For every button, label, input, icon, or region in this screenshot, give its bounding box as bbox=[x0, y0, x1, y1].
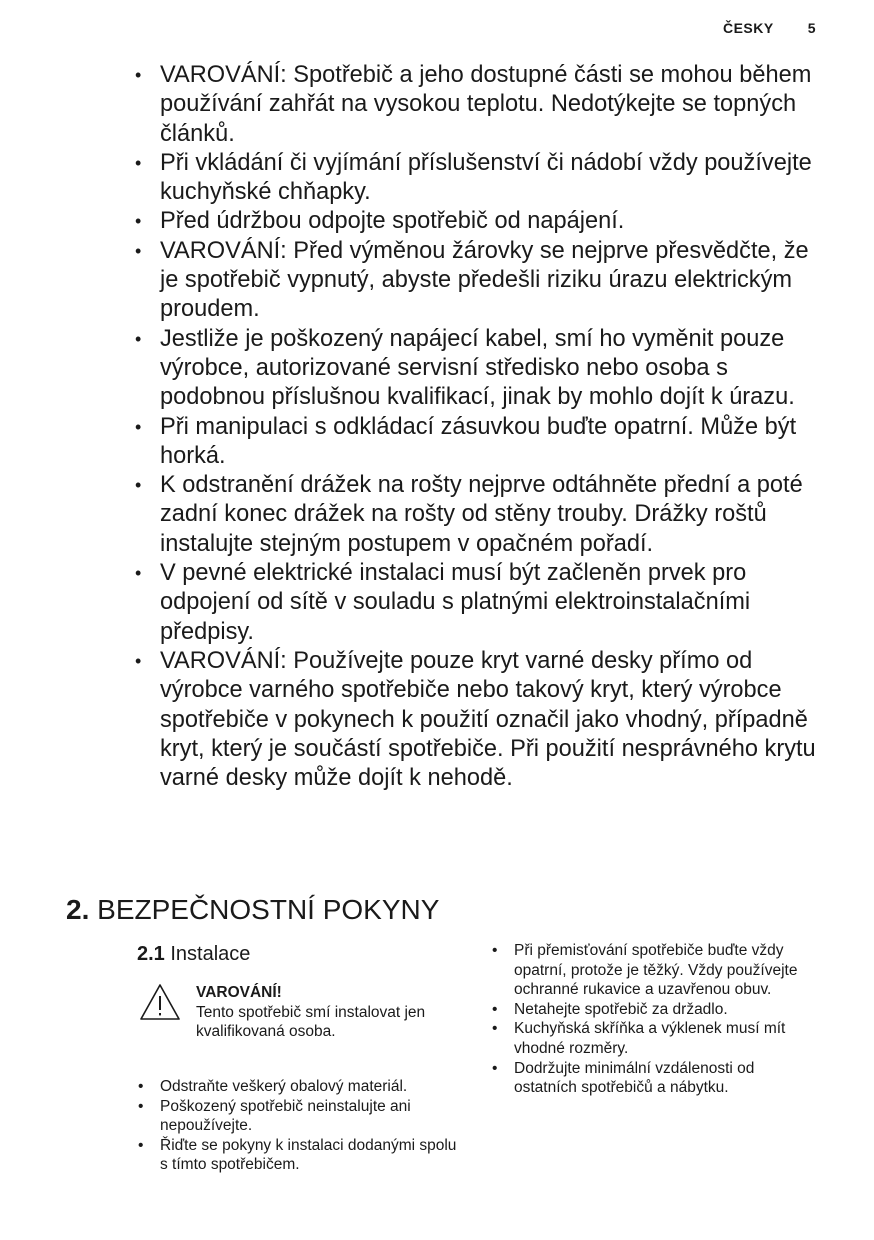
list-item: • Jestliže je poškozený napájecí kabel, smí ho vyměnit pouze výrobce, autorizované servisní středisko nebo osoba s podobnou příslušnou kvalifikací, jinak by mohlo dojít k úrazu. bbox=[132, 325, 832, 413]
subsection-title: Instalace bbox=[170, 943, 251, 965]
language-label: ČESKY bbox=[722, 20, 774, 36]
list-item: • Při manipulaci s odkládací zásuvkou buďte opatrní. Může být horká. bbox=[132, 413, 832, 472]
list-item: • Poškozený spotřebič neinstalujte ani nepoužívejte. bbox=[136, 1097, 461, 1136]
warning-box bbox=[138, 982, 458, 1042]
section-title: BEZPEČNOSTNÍ POKYNY bbox=[97, 894, 440, 925]
section-number: 2. bbox=[66, 894, 90, 925]
warning-text-block bbox=[196, 982, 458, 1042]
warning-heading: VAROVÁNÍ! bbox=[196, 984, 282, 1001]
list-item: • Při přemisťování spotřebiče buďte vždy opatrní, protože je těžký. Vždy používejte ochranné rukavice a uzavřenou obuv. bbox=[490, 941, 810, 1000]
list-item: • Odstraňte veškerý obalový materiál. bbox=[136, 1077, 461, 1097]
list-item: • K odstranění drážek na rošty nejprve odtáhněte přední a poté zadní konec drážek na rošty od stěny trouby. Drážky roštů instalujte stejným postupem v opačném pořadí. bbox=[132, 471, 832, 559]
list-item: • Před údržbou odpojte spotřebič od napájení. bbox=[132, 207, 832, 236]
safety-list bbox=[132, 61, 832, 793]
warning-text: Tento spotřebič smí instalovat jen kvalifikovaná osoba. bbox=[196, 1003, 426, 1040]
list-item: • Při vkládání či vyjímání příslušenství či nádobí vždy používejte kuchyňské chňapky. bbox=[132, 149, 832, 208]
list-item: • VAROVÁNÍ: Před výměnou žárovky se nejprve přesvědčte, že je spotřebič vypnutý, abyste předešli riziku úrazu elektrickým proudem. bbox=[132, 237, 832, 325]
list-item: • Dodržujte minimální vzdálenosti od ostatních spotřebičů a nábytku. bbox=[490, 1059, 810, 1098]
installation-list-left bbox=[136, 1077, 461, 1175]
list-item: • Kuchyňská skříňka a výklenek musí mít vhodné rozměry. bbox=[490, 1019, 810, 1058]
installation-list-right bbox=[490, 941, 810, 1098]
subsection-number: 2.1 bbox=[137, 943, 165, 965]
section-heading bbox=[66, 892, 439, 928]
list-item: • VAROVÁNÍ: Používejte pouze kryt varné desky přímo od výrobce varného spotřebiče nebo takový kryt, který výrobce spotřebiče v pokynech k použití označil jako vhodný, případně kryt, který je součástí spotřebiče. Při použití nesprávného krytu varné desky může dojít k nehodě. bbox=[132, 647, 832, 793]
warning-triangle-icon bbox=[138, 982, 182, 1022]
subsection-heading bbox=[137, 941, 250, 967]
page-header bbox=[723, 20, 816, 36]
list-item: • VAROVÁNÍ: Spotřebič a jeho dostupné části se mohou během používání zahřát na vysokou teplotu. Nedotýkejte se topných článků. bbox=[132, 61, 832, 149]
list-item: • V pevné elektrické instalaci musí být začleněn prvek pro odpojení od sítě v souladu s platnými elektroinstalačními předpisy. bbox=[132, 559, 832, 647]
page-number: 5 bbox=[807, 20, 816, 36]
list-item: • Řiďte se pokyny k instalaci dodanými spolu s tímto spotřebičem. bbox=[136, 1136, 461, 1175]
list-item: • Netahejte spotřebič za držadlo. bbox=[490, 1000, 810, 1020]
